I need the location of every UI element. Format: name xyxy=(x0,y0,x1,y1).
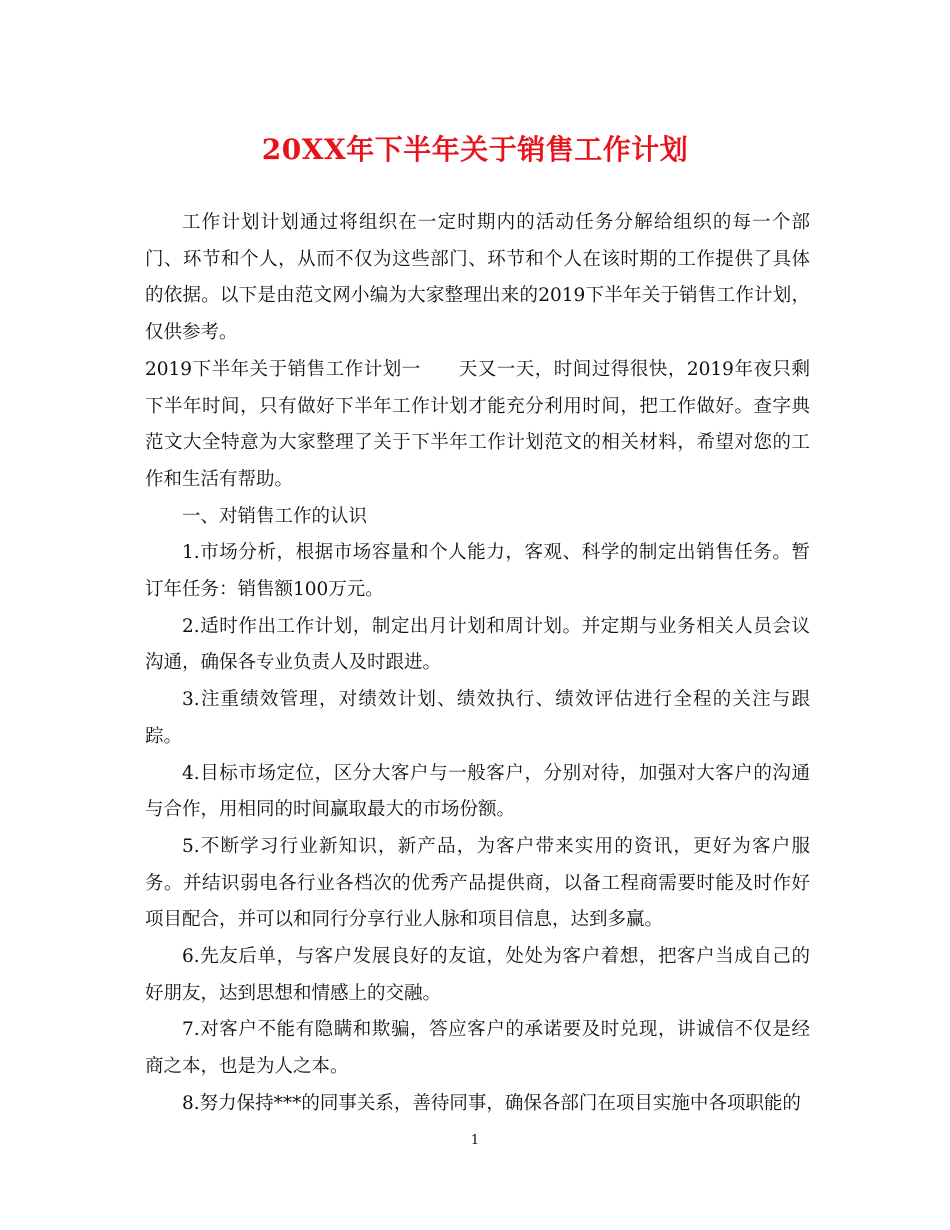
document-body xyxy=(145,205,810,1123)
list-item-7: 7.对客户不能有隐瞒和欺骗，答应客户的承诺要及时兑现，讲诚信不仅是经商之本，也是为人之本。 xyxy=(145,1019,810,1078)
list-item-3: 3.注重绩效管理，对绩效计划、绩效执行、绩效评估进行全程的关注与跟踪。 xyxy=(145,689,810,747)
list-item-4: 4.目标市场定位，区分大客户与一般客户，分别对待，加强对大客户的沟通与合作，用相同的时间赢取最大的市场份额。 xyxy=(145,762,810,821)
paragraph-intro: 工作计划计划通过将组织在一定时期内的活动任务分解给组织的每一个部门、环节和个人，从而不仅为这些部门、环节和个人在该时期的工作提供了具体的依据。以下是由范文网小编为大家整理出来的2019下半年关于销售工作计划，仅供参考。 xyxy=(145,212,810,344)
list-item-6: 6.先友后单，与客户发展良好的友谊，处处为客户着想，把客户当成自己的好朋友，达到思想和情感上的交融。 xyxy=(145,946,810,1004)
list-item-1: 1.市场分析，根据市场容量和个人能力，客观、科学的制定出销售任务。暂订年任务：销售额100万元。 xyxy=(145,542,810,601)
paragraph-plan-one: 2019下半年关于销售工作计划一 天又一天，时间过得很快，2019年夜只剩下半年时间，只有做好下半年工作计划才能充分利用时间，把工作做好。查字典范文大全特意为大家整理了关于下半年工作计划范文的相关材料，希望对您的工作和生活有帮助。 xyxy=(145,358,810,490)
section-heading: 一、对销售工作的认识 xyxy=(182,505,368,527)
document-title: 20XX年下半年关于销售工作计划 xyxy=(261,133,689,166)
page-number: 1 xyxy=(470,1133,480,1148)
list-item-2: 2.适时作出工作计划，制定出月计划和周计划。并定期与业务相关人员会议沟通，确保各专业负责人及时跟进。 xyxy=(145,615,810,674)
list-item-5: 5.不断学习行业新知识，新产品，为客户带来实用的资讯，更好为客户服务。并结识弱电各行业各档次的优秀产品提供商，以备工程商需要时能及时作好项目配合，并可以和同行分享行业人脉和项目信息，达到多赢。 xyxy=(145,835,810,931)
list-item-8: 8.努力保持***的同事关系，善待同事，确保各部门在项目实施中各项职能的 xyxy=(182,1092,801,1114)
